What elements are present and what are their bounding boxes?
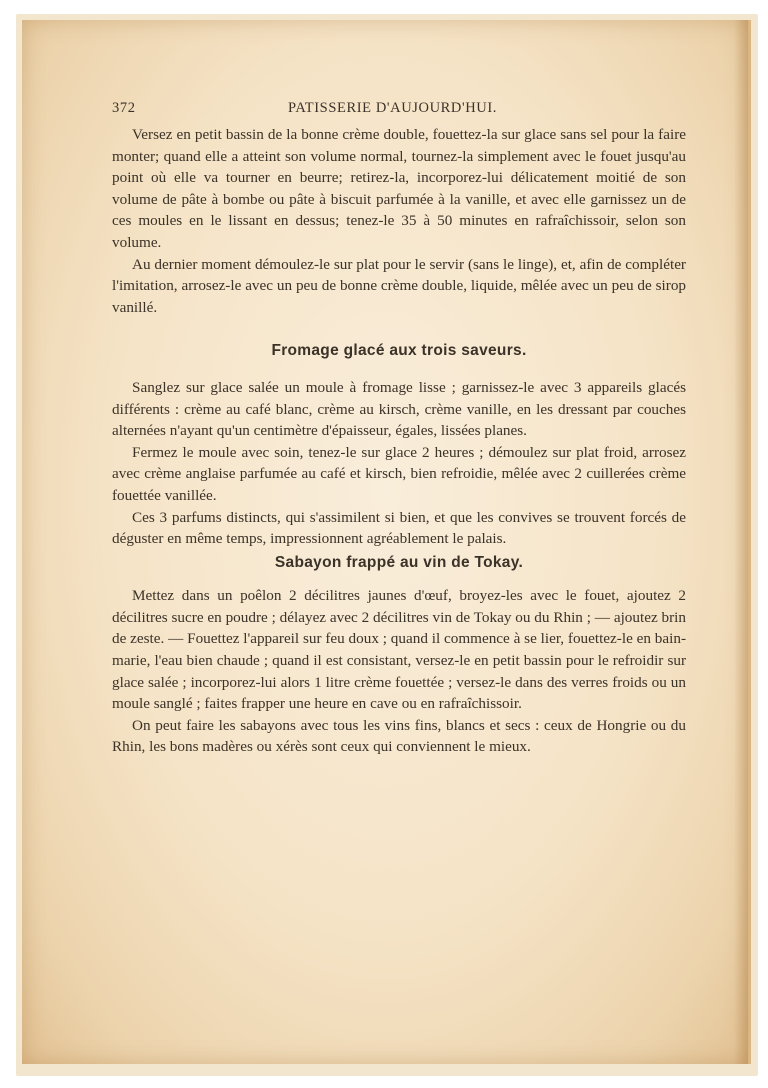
running-head (112, 98, 686, 122)
section-title-fromage: Fromage glacé aux trois saveurs. (271, 342, 527, 360)
paragraph: Sanglez sur glace salée un moule à fromage lisse ; garnissez-le avec 3 appareils glacés différents : crème au café blanc, crème au kirsch, crème vanille, en les dressant par couches alternées n'ayant qu'un centimètre d'épaisseur, égales, lissées planes. (112, 378, 686, 440)
paragraph: Fermez le moule avec soin, tenez-le sur glace 2 heures ; démoulez sur plat froid, arrosez avec crème anglaise parfumée au café et kirsch, bien refroidie, mêlée avec 2 cuillerées crème fouettée vanillée. (112, 443, 686, 504)
paragraph: Au dernier moment démoulez-le sur plat pour le servir (sans le linge), et, afin de compléter l'imitation, arrosez-le avec un peu de bonne crème double, liquide, mêlée avec un peu de sirop vanillé. (112, 255, 686, 316)
page-content (112, 98, 686, 758)
paragraph: Ces 3 parfums distincts, qui s'assimilent si bien, et que les convives se trouvent forcés de déguster en même temps, impressionnent agréablement le palais. (112, 508, 686, 548)
paragraph: Mettez dans un poêlon 2 décilitres jaunes d'œuf, broyez-les avec le fouet, ajoutez 2 décilitres sucre en poudre ; délayez avec 2 décilitres vin de Tokay ou du Rhin ; — ajoutez brin de zeste. — Fouettez l'appareil sur feu doux ; quand il commence à se lier, fouettez-le en bain-marie, l'eau bien chaude ; quand il est consistant, versez-le en petit bassin pour le refroidir sur glace salée ; incorporez-lui alors 1 litre crème fouettée ; versez-le dans des verres froids ou un moule sanglé ; faites frapper une heure en cave ou en rafraîchissoir. (112, 587, 686, 713)
page-number: 372 (112, 100, 136, 116)
paragraph: Versez en petit bassin de la bonne crème double, fouettez-la sur glace sans sel pour la faire monter; quand elle a atteint son volume normal, tournez-la simplement avec le fouet jusqu'au point où elle va tourner en beurre; retirez-la, incorporez-lui délicatement moitié de son volume de pâte à bombe ou pâte à biscuit parfumée à la vanille, et avec elle garnissez un de ces moules en le lissant en dessus; tenez-le 35 à 50 minutes en rafraîchissoir, selon son volume. (112, 126, 686, 251)
section-title-sabayon: Sabayon frappé au vin de Tokay. (274, 553, 524, 571)
page-spine-shadow (734, 20, 748, 1064)
running-title: PATISSERIE D'AUJOURD'HUI. (288, 100, 498, 116)
paragraph: On peut faire les sabayons avec tous les vins fins, blancs et secs : ceux de Hongrie ou du Rhin, les bons madères ou xérès sont ceux qui conviennent le mieux. (112, 716, 686, 756)
